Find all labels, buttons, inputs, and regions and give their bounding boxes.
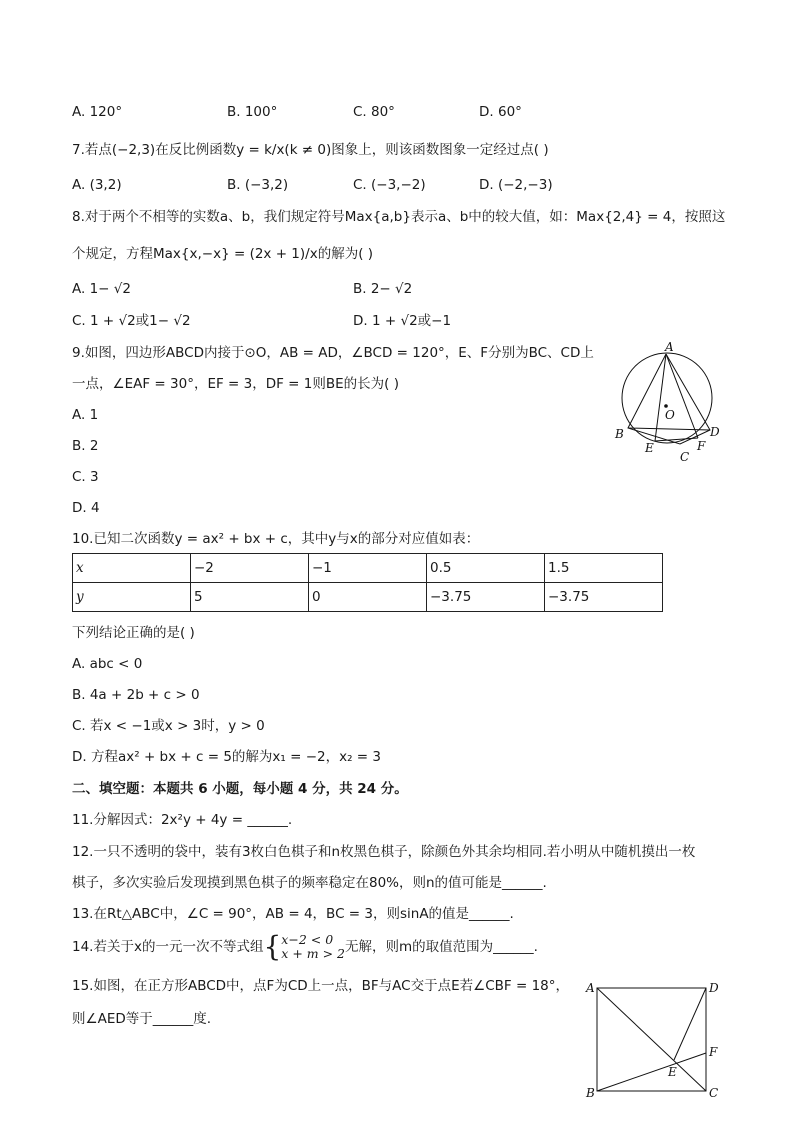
label-b: B (586, 1086, 595, 1100)
q8-option-c: C. 1 + √2或1− √2 (72, 313, 191, 329)
q10-stem: 10.已知二次函数y = ax² + bx + c，其中y与x的部分对应值如表： (72, 531, 480, 547)
table-cell: x (73, 554, 191, 583)
label-d: D (709, 981, 719, 995)
table-cell: −3.75 (545, 583, 663, 612)
q14-inequality-1: x−2 < 0 (281, 932, 334, 947)
q7-option-c: C. (−3,−2) (353, 177, 426, 193)
section-2-title: 二、填空题：本题共 6 小题，每小题 4 分，共 24 分。 (72, 781, 408, 797)
q9-stem-line2: 一点，∠EAF = 30°，EF = 3，DF = 1则BE的长为( ) (72, 376, 399, 392)
diagonal-ac (597, 988, 706, 1091)
q15-square-figure (582, 978, 728, 1103)
table-cell: −2 (191, 554, 309, 583)
q14-prefix: 14.若关于x的一元一次不等式组 (72, 939, 264, 955)
label-a: A (665, 340, 674, 354)
q10-option-b: B. 4a + 2b + c > 0 (72, 687, 200, 703)
q14-text (72, 932, 538, 962)
label-d: D (710, 425, 720, 439)
table-cell: −1 (309, 554, 427, 583)
q14-brace: { (263, 930, 282, 963)
q8-stem-line2: 个规定，方程Max{x,−x} = (2x + 1)/x的解为( ) (72, 246, 374, 262)
table-cell: −3.75 (427, 583, 545, 612)
q8-stem-line1: 8.对于两个不相等的实数a、b，我们规定符号Max{a,b}表示a、b中的较大值，如：Max{2,4} = 4，按照这 (72, 209, 726, 225)
table-cell: 0.5 (427, 554, 545, 583)
q9-circle-figure (610, 340, 730, 465)
label-f: F (697, 439, 706, 453)
q10-option-a: A. abc < 0 (72, 656, 143, 672)
q6-option-a: A. 120° (72, 104, 123, 120)
q9-option-b: B. 2 (72, 438, 99, 454)
q12-line2: 棋子，多次实验后发现摸到黑色棋子的频率稳定在80%，则n的值可能是______. (72, 875, 547, 891)
label-e: E (645, 441, 654, 455)
label-a: A (586, 981, 595, 995)
q14-inequality-2: x + m > 2 (281, 946, 345, 961)
q15-stem-line2: 则∠AED等于______度. (72, 1011, 212, 1027)
label-f: F (709, 1045, 718, 1059)
q15-stem-line1: 15.如图，在正方形ABCD中，点F为CD上一点，BF与AC交于点E若∠CBF = 18°， (72, 978, 569, 994)
q8-option-a: A. 1− √2 (72, 281, 131, 297)
q9-option-c: C. 3 (72, 469, 99, 485)
table-cell: 0 (309, 583, 427, 612)
q14-suffix: 无解，则m的取值范围为______. (345, 939, 538, 955)
table-row (73, 583, 663, 612)
q12-line1: 12.一只不透明的袋中，装有3枚白色棋子和n枚黑色棋子，除颜色外其余均相同.若小明从中随机摸出一枚 (72, 844, 696, 860)
q7-option-d: D. (−2,−3) (479, 177, 553, 193)
q6-option-d: D. 60° (479, 104, 522, 120)
table-cell: 1.5 (545, 554, 663, 583)
q9-option-a: A. 1 (72, 407, 99, 423)
q10-prompt: 下列结论正确的是( ) (72, 625, 195, 641)
segment-af (666, 354, 698, 438)
table-cell: y (73, 583, 191, 612)
segment-ae (655, 354, 666, 441)
table-cell: 5 (191, 583, 309, 612)
q6-option-c: C. 80° (353, 104, 395, 120)
q11-text: 11.分解因式：2x²y + 4y = ______. (72, 812, 293, 828)
q10-option-c: C. 若x < −1或x > 3时，y > 0 (72, 718, 265, 734)
q10-option-d: D. 方程ax² + bx + c = 5的解为x₁ = −2，x₂ = 3 (72, 749, 381, 765)
q10-value-table (72, 553, 663, 612)
segment-bd (628, 428, 710, 430)
q7-option-a: A. (3,2) (72, 177, 122, 193)
q8-option-b: B. 2− √2 (353, 281, 413, 297)
segment-de (674, 988, 706, 1060)
q9-stem-line1: 9.如图，四边形ABCD内接于⊙O，AB = AD，∠BCD = 120°，E、F分别为BC、CD上 (72, 345, 594, 361)
q7-option-b: B. (−3,2) (227, 177, 289, 193)
q9-option-d: D. 4 (72, 500, 100, 516)
label-c: C (709, 1086, 719, 1100)
label-o: O (665, 408, 675, 422)
q14-system (281, 933, 345, 961)
label-b: B (615, 427, 624, 441)
segment-bf (597, 1053, 706, 1091)
label-c: C (680, 450, 690, 464)
q7-stem: 7.若点(−2,3)在反比例函数y = k/x(k ≠ 0)图象上，则该函数图象一定经过点( ) (72, 142, 549, 158)
q8-option-d: D. 1 + √2或−1 (353, 313, 452, 329)
q6-option-b: B. 100° (227, 104, 278, 120)
q13-text: 13.在Rt△ABC中，∠C = 90°，AB = 4，BC = 3，则sinA的值是______. (72, 906, 514, 922)
table-row (73, 554, 663, 583)
label-e: E (668, 1065, 677, 1079)
